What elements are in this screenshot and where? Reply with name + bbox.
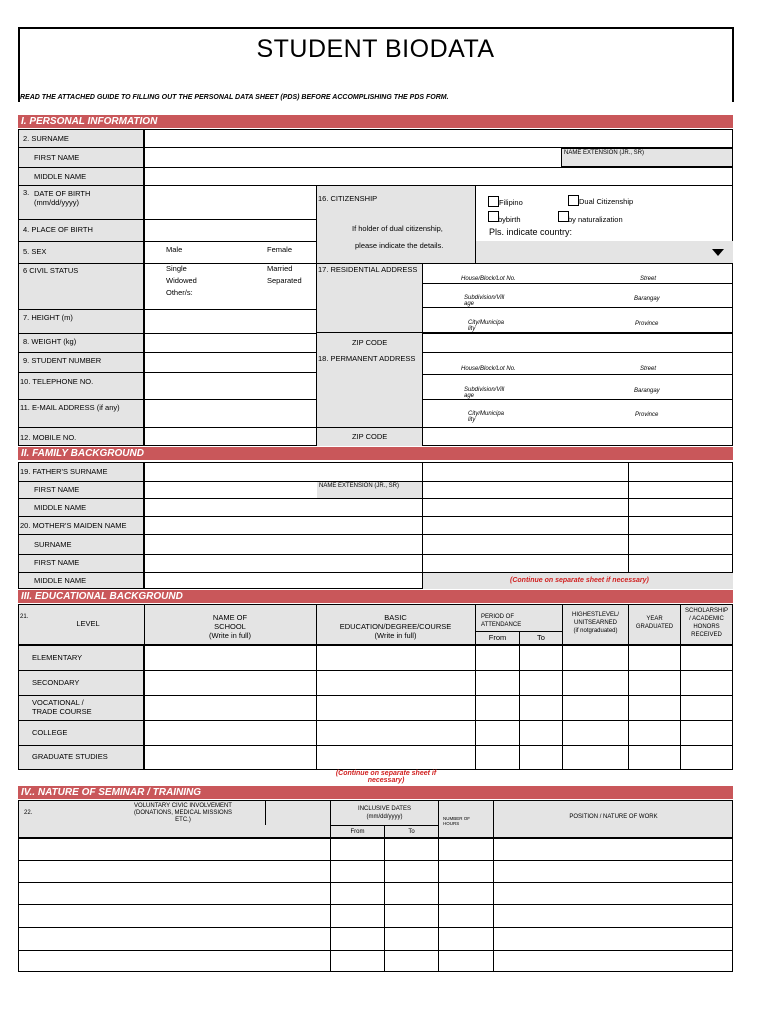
dual-note-line2: please indicate the details. — [355, 241, 444, 250]
father-surname-label: 19. FATHER'S SURNAME — [20, 467, 108, 476]
filipino-checkbox[interactable] — [488, 196, 499, 207]
school-header: NAME OF SCHOOL (Write in full) — [209, 613, 251, 640]
mother-middle-name-label: MIDDLE NAME — [34, 576, 87, 585]
perm-house-label: House/Block/Lot No. — [461, 366, 516, 372]
level-header: LEVEL — [76, 619, 100, 628]
middle-name-label: MIDDLE NAME — [34, 172, 87, 181]
perm-province-label: Province — [635, 412, 659, 418]
filipino-label: Filipino — [499, 198, 523, 207]
perm-barangay-label: Barangay — [634, 388, 660, 394]
mother-maiden-name-label: 20. MOTHER'S MAIDEN NAME — [20, 521, 127, 530]
by-naturalization-label: by naturalization — [568, 215, 623, 224]
civil-status-label: 6 CIVIL STATUS — [23, 266, 79, 275]
father-middle-name-label: MIDDLE NAME — [34, 503, 87, 512]
education-continue-note: (Continue on separate sheet if necessary) — [335, 770, 437, 784]
weight-label: 8. WEIGHT (kg) — [23, 337, 77, 346]
mother-first-name-label: FIRST NAME — [34, 558, 80, 567]
section-seminar-training: IV.. NATURE OF SEMINAR / TRAINING — [18, 786, 733, 799]
res-zip-label: ZIP CODE — [352, 338, 388, 347]
student-biodata-form: STUDENT BIODATA READ THE ATTACHED GUIDE TO FILLING OUT THE PERSONAL DATA SHEET (PDS) BEFORE ACCOMPLISHING THE PDS FORM. I. PERSONAL INFORMATION 2. SURNAME FIRST NAME MIDDLE NAME NAME EXTENSION (JR., SR) 3. DATE OF BIRTH (mm/dd/yyyy) 4. PLACE OF BIRTH 5. SEX Male Female 16. CITIZENSHIP If holder of dual citizenship, please indicate the details. Filipino Dual Citizenship bybirth by naturalization Pls. indicate country: 6 CIVIL STATUS Single Married Widowed Separated Other/s: 7. HEIGHT (m) 8. WEIGHT (kg) 9. STUDENT NUMBER 10. TELEPHONE NO. 11. E-MAIL ADDRESS (if any) 12. MOBILE NO. 17. RESIDENTIAL ADDRESS House/Block/Lot No. Street Subdivision/Vill age Barangay City/Municipa lity Province ZIP CODE 18. PERMANENT ADDRESS House/Block/Lot No. Street Subdivision/Vill age Barangay City/Municipa lity Province ZIP CODE II. FAMILY BACKGROUND 19. FATHER'S SURNAME FIRST NAME NAME EXTENSION (JR., SR) MIDDLE NAME 20. MOTHER'S MAIDEN NAME SURNAME FIRST NAME MIDDLE NAME (Continue on separate sheet if necessary) III. EDUCATIONAL BACKGROUND 21. LEVEL NAME OF SCHOOL (Write in full) BASIC EDUCATION/DEGREE/COURSE (Write in full) PERIOD OF ATTENDANCE From To HIGHESTLEVEL/ UNITSEARNED (if notgraduated) YEAR GRADUATED SCHOLARSHIP / ACADEMIC HONORS RECEIVED ELEMENTARY SECONDARY VOCATIONAL / TRADE COURSE COLLEGE GRADUATE STUDIES (Continue on separate sheet if necessary) IV.. NATURE OF SEMINAR / TRAINING 22. VOLUNTARY CIVIC INVOLVEMENT (DONATIONS, MEDICAL MISSIONS ETC.) INCLUSIVE DATES (mm/dd/yyyy) From To NUMBER OF HOURS POSITION / NATURE OF WORK — [18, 27, 733, 973]
citizenship-label: 16. CITIZENSHIP — [318, 194, 378, 203]
period-to-header: To — [537, 633, 545, 642]
perm-zip-label: ZIP CODE — [352, 432, 388, 441]
indicate-country-label: Pls. indicate country: — [489, 227, 573, 237]
permanent-address-label: 18. PERMANENT ADDRESS — [318, 354, 416, 363]
first-name-input[interactable] — [145, 148, 560, 167]
email-label: 11. E-MAIL ADDRESS (if any) — [20, 403, 120, 412]
sex-male-option[interactable]: Male — [166, 245, 183, 254]
highest-level-header: HIGHESTLEVEL/ UNITSEARNED (if notgraduated) — [571, 612, 619, 634]
father-first-name-label: FIRST NAME — [34, 485, 80, 494]
telephone-label: 10. TELEPHONE NO. — [20, 377, 94, 386]
sex-female-option[interactable]: Female — [267, 245, 293, 254]
number-of-hours-header: NUMBER OF HOURS — [443, 816, 470, 826]
period-from-header: From — [488, 633, 507, 642]
middle-name-input[interactable] — [145, 168, 733, 185]
civil-others-option[interactable]: Other/s: — [166, 288, 193, 297]
level-college: COLLEGE — [32, 728, 68, 737]
honors-header: SCHOLARSHIP / ACADEMIC HONORS RECEIVED — [684, 608, 728, 638]
dob-format-label: (mm/dd/yyyy) — [34, 198, 79, 207]
level-graduate-studies: GRADUATE STUDIES — [32, 752, 108, 761]
height-label: 7. HEIGHT (m) — [23, 313, 73, 322]
dob-label: DATE OF BIRTH — [34, 189, 91, 198]
chevron-down-icon[interactable] — [712, 249, 724, 256]
voluntary-header: VOLUNTARY CIVIC INVOLVEMENT (DONATIONS, MEDICAL MISSIONS ETC.) — [133, 803, 232, 823]
dual-citizenship-label: Dual Citizenship — [579, 197, 634, 206]
civil-separated-option[interactable]: Separated — [267, 276, 302, 285]
section-educational-background: III. EDUCATIONAL BACKGROUND — [18, 590, 733, 603]
section-personal-information: I. PERSONAL INFORMATION — [18, 115, 733, 128]
page-title: STUDENT BIODATA — [256, 35, 495, 63]
course-header: BASIC EDUCATION/DEGREE/COURSE (Write in full) — [339, 613, 452, 640]
res-barangay-label: Barangay — [634, 296, 660, 302]
sex-label: 5. SEX — [23, 247, 47, 256]
res-house-label: House/Block/Lot No. — [461, 276, 516, 282]
section-family-background: II. FAMILY BACKGROUND — [18, 447, 733, 460]
civil-widowed-option[interactable]: Widowed — [166, 276, 197, 285]
civil-married-option[interactable]: Married — [267, 264, 293, 273]
name-extension-label: NAME EXTENSION (JR., SR) — [564, 150, 645, 156]
civil-single-option[interactable]: Single — [166, 264, 187, 273]
mother-surname-label: SURNAME — [34, 540, 72, 549]
seminar-number: 22. — [24, 810, 33, 816]
res-city-label: City/Municipa lity — [468, 320, 505, 332]
inclusive-dates-header: INCLUSIVE DATES (mm/dd/yyyy) — [358, 806, 411, 820]
res-province-label: Province — [635, 321, 659, 327]
by-birth-label: bybirth — [498, 215, 521, 224]
res-street-label: Street — [640, 276, 657, 282]
period-header: PERIOD OF ATTENDANCE — [481, 614, 522, 628]
surname-label: SURNAME — [31, 134, 69, 143]
level-secondary: SECONDARY — [32, 678, 80, 687]
father-name-extension-label: NAME EXTENSION (JR., SR) — [319, 483, 400, 489]
dual-note-line1: If holder of dual citizenship, — [352, 224, 443, 233]
residential-address-label: 17. RESIDENTIAL ADDRESS — [318, 265, 418, 274]
year-graduated-header: YEAR GRADUATED — [635, 616, 674, 630]
dual-citizenship-checkbox[interactable] — [568, 195, 579, 206]
level-elementary: ELEMENTARY — [32, 653, 83, 662]
perm-subdivision-label: Subdivision/Vill age — [464, 387, 505, 399]
student-number-label: 9. STUDENT NUMBER — [23, 356, 102, 365]
position-header: POSITION / NATURE OF WORK — [569, 814, 658, 820]
seminar-to-header: To — [408, 829, 415, 835]
form-top-border — [18, 27, 733, 29]
level-vocational: VOCATIONAL / TRADE COURSE — [32, 698, 92, 716]
education-number: 21. — [20, 614, 29, 620]
country-dropdown[interactable] — [476, 241, 733, 263]
perm-street-label: Street — [640, 366, 657, 372]
first-name-label: FIRST NAME — [34, 153, 80, 162]
mobile-label: 12. MOBILE NO. — [20, 433, 77, 442]
perm-city-label: City/Municipa lity — [468, 411, 505, 423]
instructions-notice: READ THE ATTACHED GUIDE TO FILLING OUT THE PERSONAL DATA SHEET (PDS) BEFORE ACCOMPLISHING THE PDS FORM. — [20, 94, 449, 101]
place-of-birth-label: 4. PLACE OF BIRTH — [23, 225, 93, 234]
seminar-from-header: From — [350, 829, 365, 835]
family-continue-note: (Continue on separate sheet if necessary) — [510, 577, 649, 584]
surname-input[interactable] — [145, 130, 733, 147]
res-subdivision-label: Subdivision/Vill age — [464, 295, 505, 307]
